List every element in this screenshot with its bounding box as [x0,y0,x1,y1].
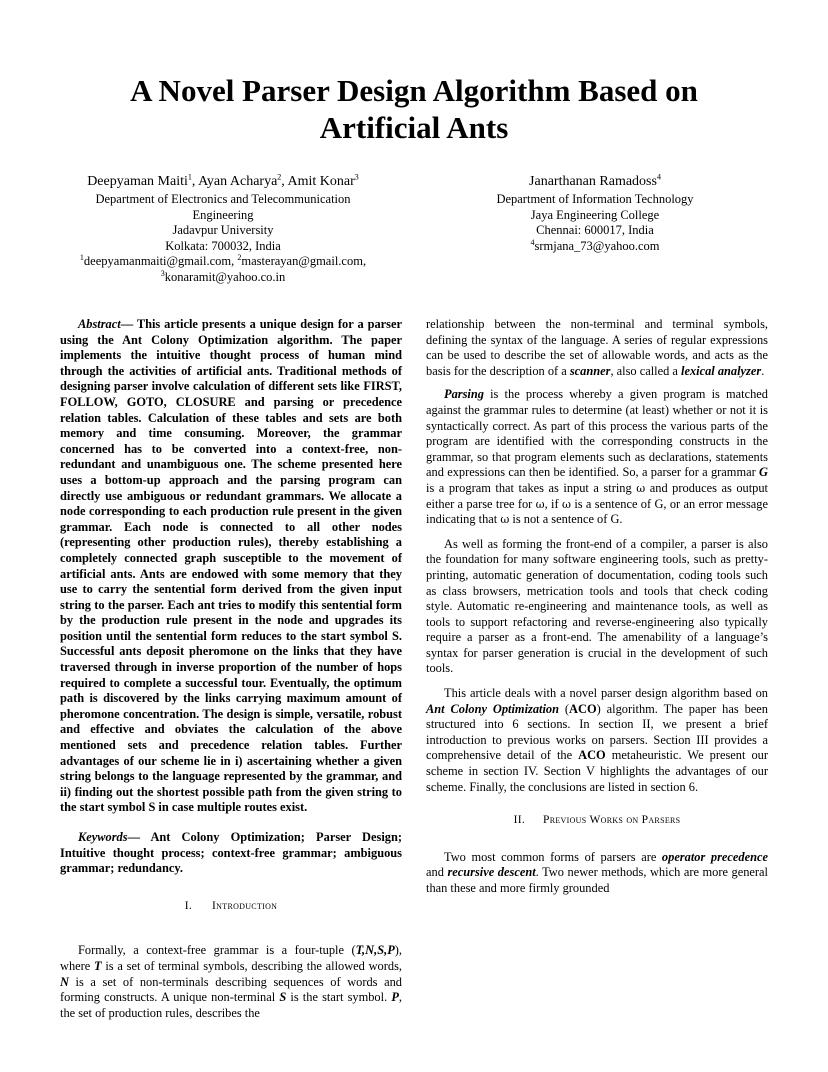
section-heading-introduction [60,899,402,915]
r4-text-c: ) algorithm. The paper has been structured into 6 sections. In section II, we present a brief introduction to previous works on parsers. Section III provides a comprehensive detail of the [426,701,768,763]
intro-text-d: is a set of non-terminals describing sequences of words and forming constructs. A unique non-terminal [60,974,402,1005]
affiliation-city: Kolkata: 700032, India [165,238,281,253]
term-lexical-analyzer: lexical analyzer [681,363,762,378]
r1-text-c: . [761,363,765,378]
right-paragraph-1 [426,317,768,379]
affiliation-dept-right: Department of Information Technology [496,192,694,206]
intro-text-b: ), where [60,943,402,973]
email-1: deepyamanmaiti@gmail.com, [83,254,238,268]
affiliation-dept-line1: Department of Electronics and Telecommunication [95,192,351,206]
term-parsing: Parsing [444,387,484,402]
email-sup-2: 2 [237,252,242,262]
author-name-2: , Ayan Acharya [191,174,278,189]
author-block-right [440,172,750,254]
affiliation-dept-line2: Engineering [192,207,254,222]
r2-text-a: is the process whereby a given program is matched against the grammar rules to determine (at least) whether or not it is syntactically correct. As part of this process the various parts of the program are identified with the corresponding constructs in the grammar, so that program elements such as declarations, statements and expressions can then be identified. So, a parser for a grammar [426,387,768,480]
r2-text-f: is not a sentence of G. [509,512,623,527]
term-scanner: scanner [569,363,611,378]
term-ant-colony-optimization: Ant Colony Optimization [426,701,559,716]
r1-text-b: , also called a [610,363,681,378]
r2-text-d: , if [544,496,562,511]
r2-text-b: is a program that takes as input a string [426,480,637,495]
email-4: srmjana_73@yahoo.com [534,238,660,253]
author-sup-1: 1 [187,172,192,182]
intro-S: S [279,990,287,1005]
right-paragraph-3: As well as forming the front-end of a compiler, a parser is also the foundation for many software engineering tools, such as pretty-printing, automatic generation of documentation, coding tools such as class browsers, metrication tools and tools that check coding style. Automatic re-engineering and maintenance tools, as well as tools to support refactoring and reverse-engineering also typically require a parser as a front-end. The amenability of a language’s syntax for parser generation is crucial in the development of such tools. [426,536,768,676]
term-recursive-descent: recursive descent [447,865,536,880]
author-email-right [440,239,750,255]
r5-text-b: and [426,865,448,880]
r4-text-a: This article deals with a novel parser design algorithm based on [444,686,768,701]
keywords-paragraph [60,830,402,877]
omega-symbol: ω [636,481,646,495]
right-paragraph-parsing [426,387,768,527]
section-number-2: II. [513,814,526,827]
email-sup-1: 1 [79,252,84,262]
author-sup-3: 3 [354,172,359,182]
author-sup-2: 2 [277,172,282,182]
keywords-text: Ant Colony Optimization; Parser Design; Intuitive thought process; context-free grammar; ambiguous grammar; redundancy. [60,830,402,876]
intro-text-e: is the start symbol. [286,990,392,1005]
intro-paragraph [60,943,402,1021]
omega-symbol: ω [535,497,545,511]
affiliation-university: Jadavpur University [172,223,274,237]
author-name-1: Deepyaman Maiti [87,174,188,189]
affiliation-city-right: Chennai: 600017, India [536,223,654,237]
term-aco-2: ACO [578,748,606,763]
abstract-text: This article presents a unique design for a parser using the Ant Colony Optimization algorithm. The paper implements the intuitive thought process of human mind through the activities of artificial ants. Traditional methods of designing parser involve calculation of different sets like FIRST, FOLLOW, GOTO, CLOSURE and parsing or precedence relation tables. Calculation of these tables and sets are both memory and time consuming. Moreover, the grammar concerned has to be converted into a context-free, non-redundant and unambiguous one. The scheme presented here uses a bottom-up approach and the parsing program can directly use ambiguous or redundant grammars. We allocate a node corresponding to each production rule present in the given grammar. Each node is connected to all other nodes (representing other production rules), thereby establishing a completely connected graph susceptible to the movement of artificial ants. Ants are endowed with some memory that they use to carry the sentential form derived from the given input string to the parser. Each ant tries to modify this sentential form by the production rule present in the node and upgrades its position until the sentential form reduces to the start symbol S. Successful ants deposit pheromone on the links that they have traversed through in inverse proportion of the number of hops required to complete a successful tour. Eventually, the optimum path is discovered by the links carrying maximum amount of pheromone concentration. The design is simple, versatile, robust and effective and obviates the calculation of the above mentioned sets and precedence relation tables. Further advantages of our scheme lie in i) ascertaining whether a given string belongs to the language represented by the grammar, and ii) finding out the shortest possible path from the given string to the start symbol S in case multiple routes exist. [60,317,402,815]
intro-text-a: Formally, a context-free grammar is a four-tuple ( [78,943,356,958]
term-G: G [759,465,768,480]
author-name-4: Janarthanan Ramadoss [529,174,657,189]
right-column [426,317,768,897]
author-emails-line2 [58,270,388,286]
left-column [60,317,402,1021]
r5-text-a: Two most common forms of parsers are [444,849,662,864]
r5-text-c: . Two newer methods, which are more general than these and more firmly grounded [426,865,768,895]
term-operator-precedence: operator precedence [661,849,768,864]
author-block-left [58,172,388,285]
intro-tuple: T,N,S,P [355,943,395,958]
right-paragraph-5 [426,850,768,897]
omega-symbol: ω [500,513,510,527]
section-heading-previous-works [426,813,768,829]
r4-text-b: ( [559,701,570,716]
affiliation-college: Jaya Engineering College [530,207,660,222]
email-sup-4: 4 [530,237,535,247]
author-names [58,172,388,192]
r2-text-e: is a sentence of G, or an error message indicating that [426,496,768,527]
email-3: konaramit@yahoo.co.in [164,269,286,284]
author-name-3: , Amit Konar [281,174,355,189]
title-line-1: A Novel Parser Design Algorithm Based on [130,73,698,108]
intro-N: N [60,974,69,989]
omega-symbol: ω [561,497,571,511]
intro-text-c: is a set of terminal symbols, describing the allowed words, [101,958,402,973]
author-name-4-line [440,172,750,192]
keywords-label: Keywords [78,830,128,844]
title-line-2: Artificial Ants [319,110,509,145]
abstract-label: Abstract [78,317,121,331]
section-title-1: Introduction [212,899,278,912]
abstract-paragraph [60,317,402,816]
intro-T: T [94,958,102,973]
section-title-2: Previous Works on Parsers [543,814,681,827]
intro-text-f: , the set of production rules, describes the [60,990,403,1020]
term-aco: ACO [569,701,597,716]
keywords-dash: — [127,830,151,844]
r4-text-d: metaheuristic. We present our scheme in section IV. Section V highlights the advantages of our scheme. Finally, the conclusions are listed in section 6. [426,748,768,794]
author-emails-line1 [58,254,388,270]
paper-title [60,72,768,146]
abstract-dash: — [120,317,137,331]
r1-text-a: relationship between the non-terminal and terminal symbols, defining the syntax of the language. A series of regular expressions can be used to describe the set of allowable words, and acts as the basis for the description of a [426,317,768,378]
section-number-1: I. [184,899,193,912]
intro-P: P [391,990,399,1005]
email-2: masterayan@gmail.com, [241,254,367,268]
author-sup-4: 4 [656,172,661,182]
r2-text-c: and produces as output either a parse tree for [426,480,768,511]
email-sup-3: 3 [160,268,165,278]
right-paragraph-4 [426,686,768,795]
